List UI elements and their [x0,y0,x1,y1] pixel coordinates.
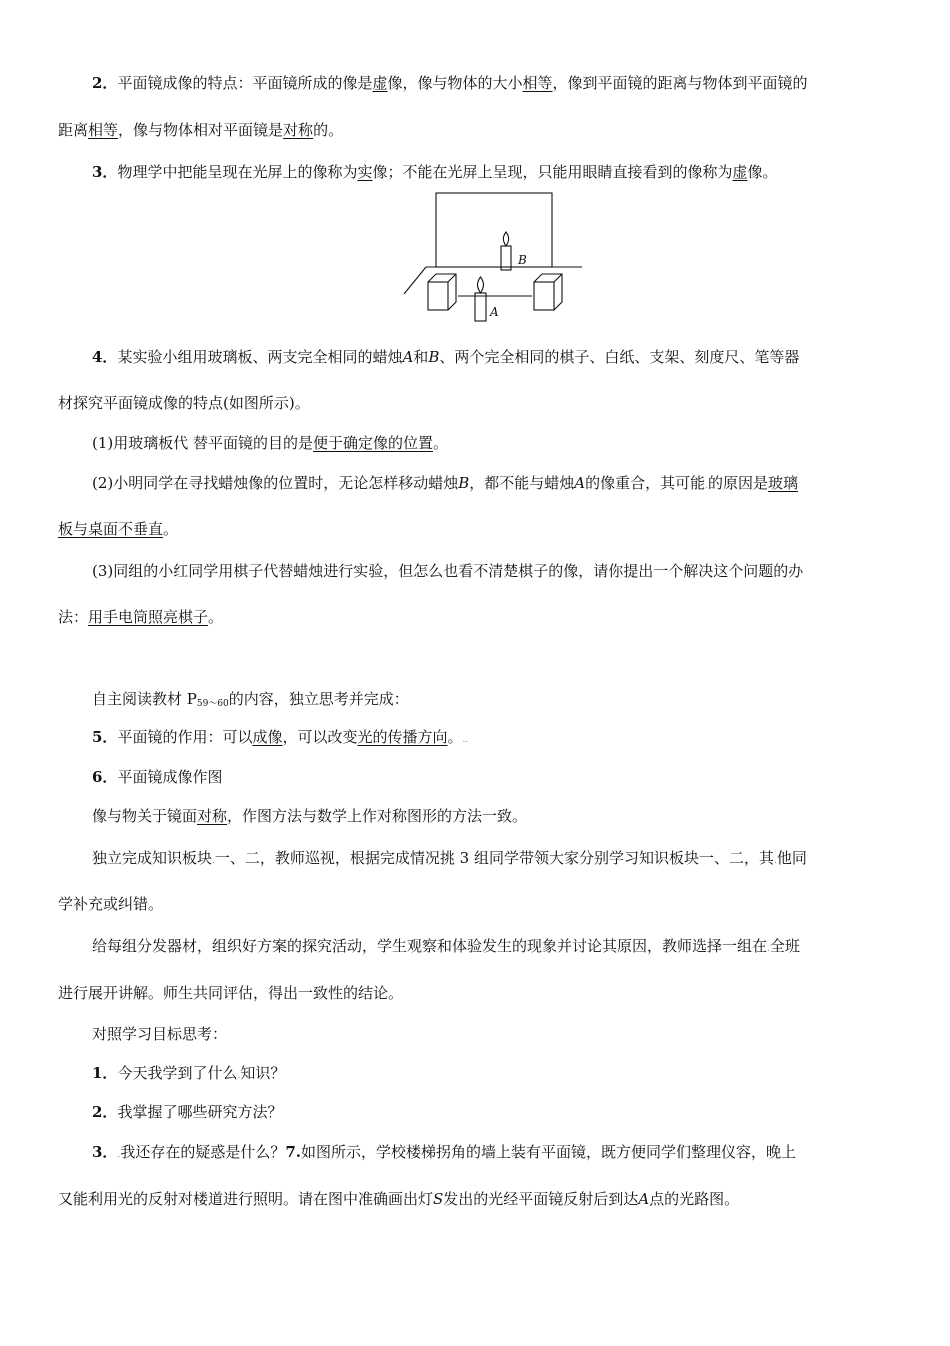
q4-p2-candle-b: B [458,474,470,492]
para2-line-1 [92,936,800,959]
q4-p2-mark: . [705,481,709,491]
table-left-edge [404,267,426,294]
q4-part-2-line-1 [92,473,798,496]
para1-text: 独立完成知识板块 [92,849,213,867]
q2-text: ，像与物体相对平面镜是 [118,121,284,139]
q5-answer-imaging: 成像 [252,728,283,746]
q7-text: 如图所示，学校楼梯拐角的墙上装有平面镜，既方便同学们整理仪容，晚上 [301,1143,797,1161]
reading-text: 的内容，独立思考并完成： [228,690,409,708]
q5-answer-direction: 光的传播方向 [357,728,448,746]
para1-line-1 [92,848,807,871]
candle-a [475,277,486,321]
reflect-item-2-number: 2． [92,1103,118,1121]
q2-answer-virtual: 虚 [372,74,388,92]
reflect-mark: . [117,1150,121,1160]
q2-text: 像，像与物体的大小 [387,74,523,92]
q4-p1-text: 。 [433,434,449,452]
q2-answer-equal-size: 相等 [522,74,553,92]
q4-part-3-line-1: (3)同组的小红同学用棋子代替蜡烛进行实验，但怎么也看不清楚棋子的像，请你提出一个解决这个问题的办 [92,562,804,580]
reflect-item-1-text: 知识？ [240,1064,286,1082]
q4-p1-answer: 便于确定像的位置 [313,434,434,452]
q3-number: 3． [92,163,118,181]
reflect-item-2 [92,1102,282,1122]
q4-p2-candle-a: A [574,474,586,492]
para1-mark: . [773,856,777,866]
label-b: B [518,253,527,267]
q4-text: 和 [413,348,429,366]
q3-answer-virtual: 虚 [732,163,748,181]
para2-text: 全班 [769,937,800,955]
para2-line-2: 进行展开讲解。师生共同评估，得出一致性的结论。 [58,984,404,1002]
mirror-experiment-figure [398,190,588,324]
left-support-block [428,274,456,310]
q7-text: 又能利用光的反射对楼道进行照明。请在图中准确画出灯 [58,1190,434,1208]
q6-line [92,806,527,826]
q4-line-1 [92,347,799,367]
reading-pages: 59～60 [196,699,229,709]
q4-p2-answer-cont: 板与桌面不垂直 [58,520,164,538]
q5-line [92,727,468,750]
reflect-item-1-number: 1． [92,1064,118,1082]
para1-mark: . [212,856,215,866]
q7-number: 7. [285,1143,301,1161]
q5-text: 平面镜的作用：可以 [117,728,253,746]
reflect-item-1-text: 今天我学到了什么 [117,1064,238,1082]
q4-p2-text: 。 [163,520,179,538]
q6-number: 6． [92,768,118,786]
q6-text: 像与物关于镜面 [92,807,198,825]
q4-p2-text: 的原因是 [708,474,769,492]
glass-plate [436,193,552,267]
label-a: A [490,305,499,319]
q2-text: ，像到平面镜的距离与物体到平面镜的 [552,74,808,92]
q4-part-2-line-2 [58,519,178,539]
reflect-title: 对照学习目标思考： [92,1025,228,1043]
q4-p2-answer: 玻璃 [768,474,799,492]
reflect-item-3-number: 3． [92,1143,118,1161]
q4-text: 、两个完全相同的棋子、白纸、支架、刻度尺、笔等器 [439,348,800,366]
q6-answer-symmetric: 对称 [197,807,228,825]
reflect-item-3 [92,1142,796,1165]
reflect-item-3-text: 我还存在的疑惑是什么？ [120,1143,286,1161]
q5-text: ，可以改变 [282,728,358,746]
para1-text: 他同 [776,849,807,867]
q2-text: 平面镜成像的特点：平面镜所成的像是 [117,74,373,92]
q4-part-1 [92,433,448,453]
reflect-item-2-text: 我掌握了哪些研究方法？ [117,1103,283,1121]
q2-text: 的。 [313,121,344,139]
q2-line-2 [58,120,343,140]
q7-text: 点的光路图。 [649,1190,740,1208]
q2-line-1 [92,73,808,93]
q3-text: 像。 [747,163,778,181]
q7-text: 发出的光经平面镜反射后到达 [443,1190,639,1208]
q4-number: 4． [92,348,118,366]
para2-mark: . [767,944,770,954]
reflect-mark: . [237,1071,241,1081]
reflect-item-1 [92,1063,285,1086]
candle-b [501,232,511,270]
q4-p3-answer: 用手电筒照亮棋子 [88,608,209,626]
q4-part-3-line-2 [58,607,223,627]
q5-text: 。 [447,728,463,746]
q6-title: 平面镜成像作图 [117,768,223,786]
q3-answer-real: 实 [357,163,373,181]
q6-text: ，作图方法与数学上作对称图形的方法一致。 [227,807,528,825]
q4-p2-text: 的像重合，其可能 [585,474,706,492]
q4-p2-text: (2)小明同学在寻找蜡烛像的位置时，无论怎样移动蜡烛 [92,474,459,492]
q6-title-line [92,767,222,787]
q4-p3-text: 法： [58,608,89,626]
para1-text: 一、二，教师巡视，根据完成情况挑 3 组同学带领大家分别学习知识板块一、二，其 [214,849,774,867]
q2-answer-symmetric: 对称 [283,121,314,139]
q4-text: 某实验小组用玻璃板、两支完全相同的蜡烛 [117,348,403,366]
right-support-block [534,274,562,310]
para1-line-2: 学补充或纠错。 [58,895,164,913]
para2-text: 给每组分发器材，组织好方案的探究活动，学生观察和体验发生的现象并讨论其原因，教师选择一组在 [92,937,768,955]
q3-line [92,162,778,182]
q4-p2-text: ，都不能与蜡烛 [469,474,575,492]
q5-number: 5． [92,728,118,746]
reading-instruction [92,689,409,714]
reading-text: 自主阅读教材 P [92,690,197,708]
q2-answer-equal-distance: 相等 [88,121,119,139]
q4-candle-a: A [402,348,414,366]
q2-number: 2． [92,74,118,92]
q4-line-2: 材探究平面镜成像的特点(如图所示)。 [58,394,310,412]
q7-point-a: A [638,1190,650,1208]
q5-mark: .. [462,735,469,745]
q4-candle-b: B [428,348,440,366]
q4-p3-text: 。 [208,608,224,626]
q7-line-2 [58,1189,739,1209]
q2-text: 距离 [58,121,89,139]
q4-p1-text: (1)用玻璃板代 替平面镜的目的是 [92,434,314,452]
q3-text: 像；不能在光屏上呈现，只能用眼睛直接看到的像称为 [372,163,733,181]
q7-lamp-s: S [433,1190,444,1208]
q3-text: 物理学中把能呈现在光屏上的像称为 [117,163,358,181]
